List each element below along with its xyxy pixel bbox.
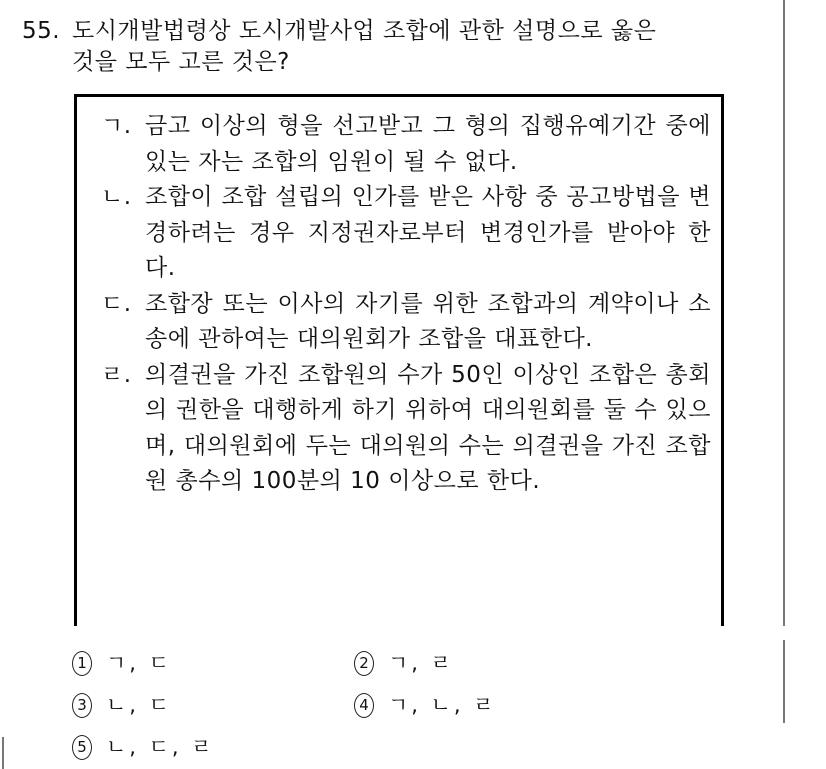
question-text-line1: 도시개발법령상 도시개발사업 조합에 관한 설명으로 옳은 [72,18,657,44]
circled-number-4: 4 [354,693,374,718]
column-divider-line-lower [783,640,785,723]
choice-option-5[interactable] [72,726,354,768]
choice-option-3[interactable] [72,684,354,726]
statement-text: 조합이 조합 설립의 인가를 받은 사항 중 공고방법을 변경하려는 경우 지정권자로부터 변경인가를 받아야 한다. [145,184,711,281]
statement-marker: ㄴ. [101,184,132,210]
statements-list [101,109,711,500]
left-edge-line [2,737,4,769]
column-divider-line [783,0,785,626]
circled-number-2: 2 [354,651,374,676]
choice-row [72,726,772,768]
statement-marker: ㄱ. [101,113,132,139]
circled-number-3: 3 [72,693,92,718]
circled-number-1: 1 [72,651,92,676]
choice-row [72,684,772,726]
choice-answer: ㄴ, ㄷ [106,692,172,717]
statement-item [101,109,711,180]
statement-text: 금고 이상의 형을 선고받고 그 형의 집행유예기간 중에 있는 자는 조합의 임원이 될 수 없다. [145,113,711,175]
statement-item [101,180,711,287]
choice-answer: ㄱ, ㄷ [106,650,172,675]
choice-answer: ㄴ, ㄷ, ㄹ [106,734,215,759]
circled-number-5: 5 [72,735,92,760]
statement-item [101,287,711,358]
question-stem [22,16,742,78]
statement-marker: ㄷ. [101,290,132,317]
question-number: 55. [22,18,61,44]
choice-option-1[interactable] [72,642,354,684]
statement-text: 조합장 또는 이사의 자기를 위한 조합과의 계약이나 소송에 관하여는 대의원회가 조합을 대표한다. [145,290,711,352]
choice-row [72,642,772,684]
statement-text: 의결권을 가진 조합원의 수가 50인 이상인 조합은 총회의 권한을 대행하게 하기 위하여 대의원회를 둘 수 있으며, 대의원회에 두는 대의원의 수는 의결권을 가진 조합원 총수의 100분의 10 이상으로 한다. [145,361,711,494]
choice-option-4[interactable] [354,684,636,726]
statement-item [101,358,711,500]
choice-answer: ㄱ, ㄴ, ㄹ [388,692,497,717]
choice-answer: ㄱ, ㄹ [388,650,454,675]
choice-option-2[interactable] [354,642,636,684]
statement-marker: ㄹ. [101,361,132,388]
question-text-line2: 것을 모두 고른 것은? [72,49,290,75]
answer-choices [72,642,772,768]
